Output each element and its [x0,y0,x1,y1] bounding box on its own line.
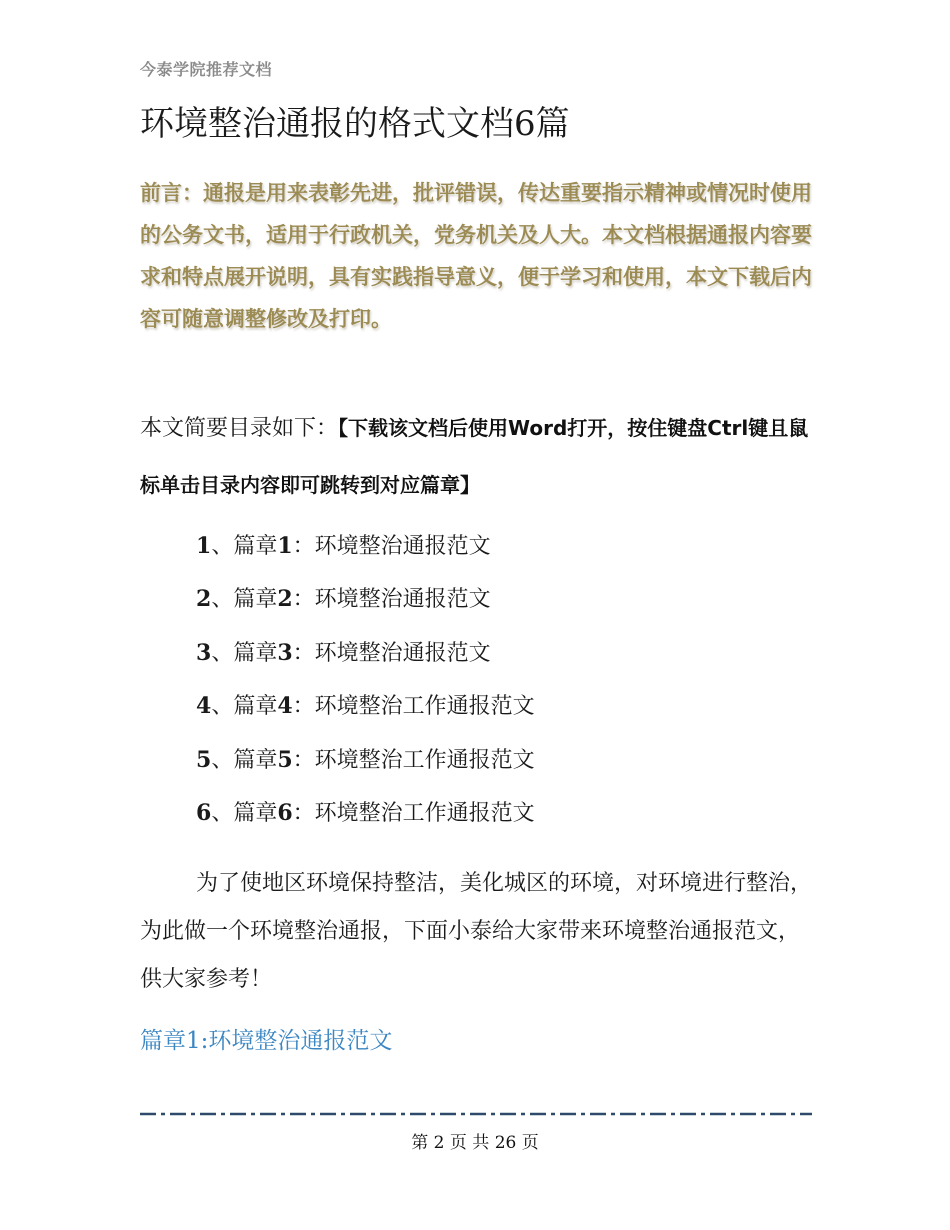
toc-item-number: 3 [196,639,212,666]
toc-item-4[interactable] [196,680,535,733]
toc-item-chapter-number: 5 [277,746,293,773]
toc-item-sep: 、篇章 [211,640,278,666]
toc-item-sep: 、篇章 [211,587,278,613]
toc-item-number: 5 [196,746,212,773]
toc-item-sep: 、篇章 [211,534,278,559]
toc-item-sep: 、篇章 [211,747,278,773]
toc-item-3[interactable] [196,627,535,680]
toc-item-number: 4 [196,693,212,720]
preface-paragraph: 前言：通报是用来表彰先进，批评错误，传达重要指示精神或情况时使用的公务文书，适用于行政机关，党务机关及人大。本文档根据通报内容要求和特点展开说明，具有实践指导意义，便于学习和使用，本文下载后内容可随意调整修改及打印。 [140,181,812,331]
toc-item-number: 6 [196,800,212,827]
toc-item-text: ：环境整治通报范文 [292,534,491,559]
toc-item-chapter-number: 3 [277,639,293,666]
toc-item-chapter-number: 6 [277,800,293,827]
toc-item-chapter-number: 1 [277,533,293,559]
toc-item-1[interactable] [196,520,535,573]
toc-item-sep: 、篇章 [211,801,278,827]
toc-item-6[interactable] [196,787,535,840]
toc-item-text: ：环境整治通报范文 [292,587,491,613]
toc-item-text: ：环境整治工作通报范文 [292,801,535,827]
toc-intro [140,400,820,514]
toc-item-chapter-number: 4 [277,693,293,720]
toc-item-number: 1 [196,533,212,559]
page-number: 第 2 页 共 26 页 [411,1133,539,1153]
toc-item-5[interactable] [196,734,535,787]
toc-item-chapter-number: 2 [277,586,293,613]
toc-item-number: 2 [196,586,212,613]
toc-item-text: ：环境整治通报范文 [292,640,491,666]
document-title: 环境整治通报的格式文档6篇 [140,104,570,144]
footer-divider [140,1112,812,1116]
section-heading-1[interactable]: 篇章1:环境整治通报范文 [140,1028,393,1054]
toc-item-2[interactable] [196,573,535,626]
table-of-contents [196,520,535,840]
toc-hint: 【下载该文档后使用Word打开，按住键盘Ctrl键且鼠标单击目录内容即可跳转到对应篇章】 [140,416,809,497]
intro-paragraph: 为了使地区环境保持整洁，美化城区的环境，对环境进行整治，为此做一个环境整治通报，下面小泰给大家带来环境整治通报范文，供大家参考！ [140,871,813,992]
toc-item-text: ：环境整治工作通报范文 [292,747,535,773]
toc-item-sep: 、篇章 [211,694,278,720]
header-note: 今泰学院推荐文档 [140,60,273,79]
toc-intro-label: 本文简要目录如下： [140,416,339,441]
toc-item-text: ：环境整治工作通报范文 [292,694,535,720]
